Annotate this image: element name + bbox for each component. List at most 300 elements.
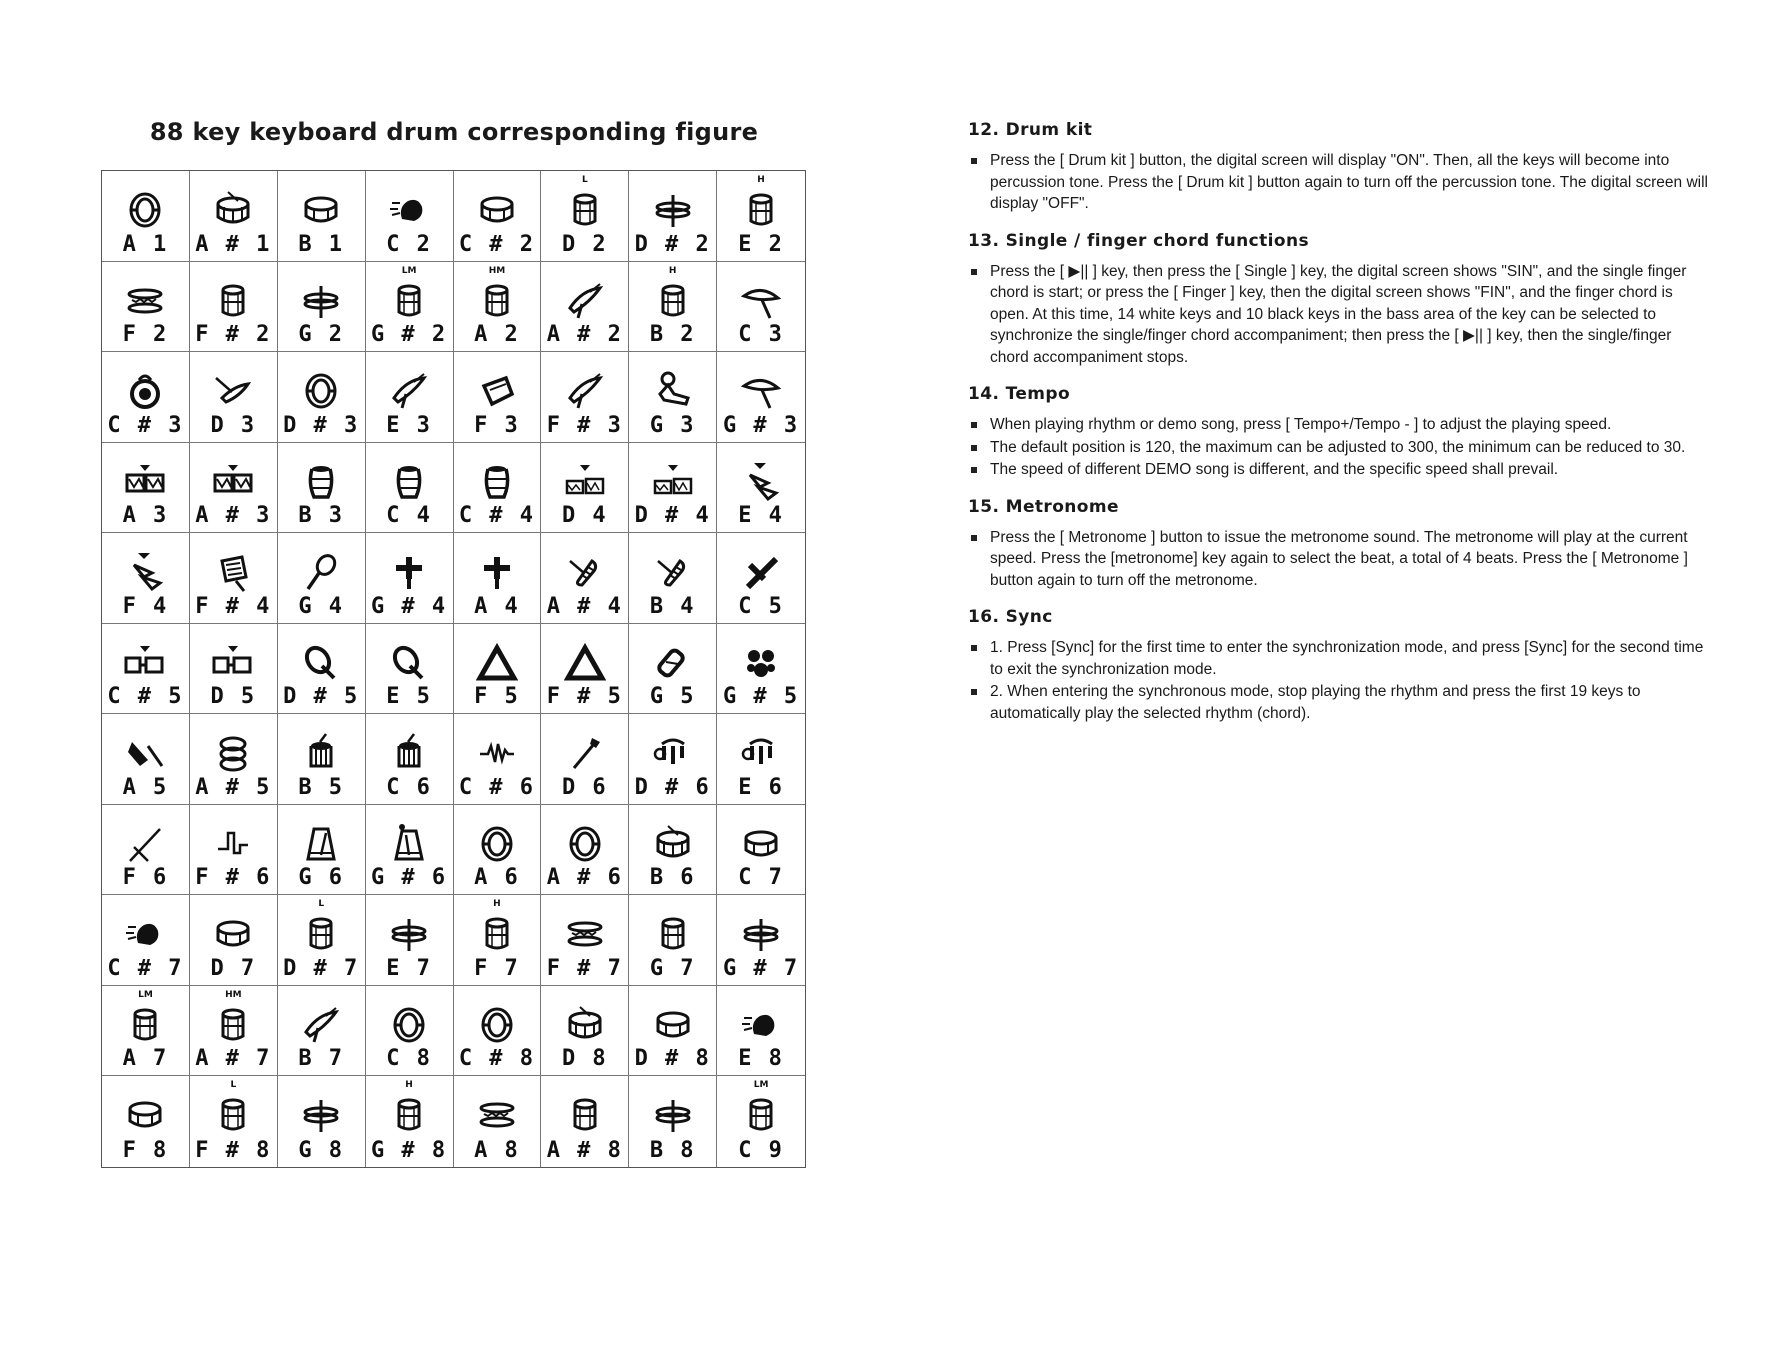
drum-key-cell xyxy=(190,171,278,262)
key-note-label: A 7 xyxy=(122,1046,169,1072)
castanets-icon xyxy=(212,732,254,774)
drum-key-cell xyxy=(190,352,278,443)
drum-key-cell xyxy=(278,624,366,715)
drum-key-cell xyxy=(102,986,190,1077)
tone-range-mark xyxy=(278,537,365,547)
wind-chime-icon xyxy=(740,732,782,774)
key-note-label: G # 4 xyxy=(370,593,448,619)
surdo-icon xyxy=(388,732,430,774)
drum-key-cell xyxy=(366,805,454,896)
section-bullet-list xyxy=(968,261,1708,369)
tom-drum-icon xyxy=(388,280,430,322)
tone-range-mark xyxy=(366,718,453,728)
tone-range-mark xyxy=(541,537,628,547)
wood-block-icon xyxy=(212,642,254,684)
metronome-icon xyxy=(300,823,342,865)
section-bullet-list xyxy=(968,150,1708,215)
drum-key-cell xyxy=(541,171,629,262)
drum-key-cell xyxy=(717,352,805,443)
key-note-label: B 6 xyxy=(649,865,696,891)
key-note-label: A 4 xyxy=(474,593,520,619)
key-note-label: D # 5 xyxy=(283,684,360,710)
tone-range-mark xyxy=(629,356,716,366)
tone-range-mark xyxy=(102,356,189,366)
drum-key-cell xyxy=(541,805,629,896)
manual-section xyxy=(968,384,1708,481)
tone-range-mark xyxy=(717,537,805,547)
tone-range-mark xyxy=(629,628,716,638)
key-note-label: B 1 xyxy=(298,231,345,257)
key-note-label: D # 3 xyxy=(283,412,360,438)
tone-range-mark xyxy=(717,809,805,819)
key-note-label: F # 5 xyxy=(546,684,623,710)
key-note-label: D 3 xyxy=(210,412,257,438)
cabasa-icon xyxy=(212,551,254,593)
key-note-label: D 7 xyxy=(210,955,257,981)
crash-cymbal-icon xyxy=(388,370,430,412)
tone-range-mark: LM xyxy=(401,265,417,276)
ride-cymbal-icon xyxy=(740,280,782,322)
cuica-icon xyxy=(300,642,342,684)
tone-range-mark xyxy=(102,628,189,638)
drum-key-cell xyxy=(629,805,717,896)
drum-key-cell xyxy=(366,714,454,805)
tone-range-mark xyxy=(190,809,277,819)
key-note-label: F 4 xyxy=(122,593,169,619)
bullet-item: The speed of different DEMO song is different, and the specific speed shall prevail. xyxy=(968,459,1708,481)
tom-drum-icon xyxy=(652,280,694,322)
section-heading: 12. Drum kit xyxy=(968,120,1093,140)
tone-range-mark xyxy=(278,718,365,728)
tone-range-mark: HM xyxy=(225,989,242,1000)
hand-clap-icon xyxy=(124,913,166,955)
tone-range-mark xyxy=(541,809,628,819)
drum-key-cell xyxy=(717,714,805,805)
timbale-icon xyxy=(652,461,694,503)
key-note-label: F # 7 xyxy=(546,955,623,981)
drum-stick-icon xyxy=(564,732,606,774)
key-note-label: A 6 xyxy=(474,865,520,891)
tom-drum-icon xyxy=(740,1094,782,1136)
drum-key-cell xyxy=(278,1076,366,1167)
bass-drum-icon xyxy=(124,189,166,231)
tone-range-mark xyxy=(717,990,805,1000)
tone-range-mark xyxy=(541,899,628,909)
cowbell-icon xyxy=(476,370,518,412)
key-note-label: C 7 xyxy=(738,865,784,891)
drum-key-cell xyxy=(629,262,717,353)
section-heading: 13. Single / finger chord functions xyxy=(968,230,1309,251)
drum-key-cell xyxy=(190,624,278,715)
drum-key-cell xyxy=(717,443,805,534)
drum-icon xyxy=(740,823,782,865)
drum-key-cell xyxy=(278,805,366,896)
key-note-label: E 8 xyxy=(738,1046,784,1072)
tone-range-mark xyxy=(454,628,541,638)
key-note-label: A # 6 xyxy=(546,865,623,891)
bongo-icon xyxy=(124,461,166,503)
key-note-label: F 8 xyxy=(122,1138,169,1163)
drum-key-cell xyxy=(366,262,454,353)
key-note-label: B 2 xyxy=(649,322,696,348)
key-note-label: C 6 xyxy=(386,774,432,800)
tone-range-mark xyxy=(454,1080,541,1090)
claves-icon xyxy=(740,551,782,593)
drum-key-cell xyxy=(278,171,366,262)
drum-key-cell xyxy=(102,714,190,805)
drum-key-cell xyxy=(366,1076,454,1167)
drum-key-cell xyxy=(190,1076,278,1167)
drum-key-cell xyxy=(717,895,805,986)
key-note-label: D # 2 xyxy=(634,231,711,257)
key-note-label: A # 3 xyxy=(195,503,272,529)
triangle-icon xyxy=(564,642,606,684)
hihat-icon xyxy=(388,913,430,955)
drum-key-cell xyxy=(454,171,542,262)
drum-key-cell xyxy=(454,1076,542,1167)
key-note-label: C 4 xyxy=(386,503,432,529)
drum-key-cell xyxy=(102,1076,190,1167)
drum-key-cell xyxy=(629,624,717,715)
drum-key-cell xyxy=(454,805,542,896)
drum-key-cell xyxy=(717,986,805,1077)
hihat-open-icon xyxy=(564,913,606,955)
key-note-label: C 2 xyxy=(386,231,432,257)
key-note-label: F # 6 xyxy=(195,865,272,891)
tone-range-mark xyxy=(190,718,277,728)
drum-key-cell xyxy=(366,624,454,715)
drum-figure-title: 88 key keyboard drum corresponding figure xyxy=(149,118,759,146)
manual-section xyxy=(968,120,1708,215)
tone-range-mark xyxy=(102,899,189,909)
key-note-label: F 5 xyxy=(474,684,520,710)
key-note-label: E 3 xyxy=(386,412,432,438)
key-note-label: A 3 xyxy=(122,503,169,529)
hihat-icon xyxy=(300,280,342,322)
metronome-bell-icon xyxy=(388,823,430,865)
key-note-label: A 5 xyxy=(122,774,169,800)
drum-key-cell xyxy=(629,1076,717,1167)
key-note-label: G 4 xyxy=(298,593,345,619)
key-note-label: F 6 xyxy=(122,865,169,891)
tone-range-mark xyxy=(629,537,716,547)
bullet-item: The default position is 120, the maximum can be adjusted to 300, the minimum can be reduced to 30. xyxy=(968,437,1708,459)
key-note-label: C # 8 xyxy=(458,1046,536,1072)
section-bullet-list xyxy=(968,414,1708,481)
key-note-label: D 8 xyxy=(561,1046,608,1072)
tone-range-mark xyxy=(190,628,277,638)
cuica-icon xyxy=(388,642,430,684)
drum-key-cell xyxy=(717,262,805,353)
key-note-label: G 8 xyxy=(298,1138,345,1163)
key-note-label: E 2 xyxy=(738,231,784,257)
tone-range-mark xyxy=(454,990,541,1000)
tone-range-mark xyxy=(717,266,805,276)
bass-drum-icon xyxy=(388,1004,430,1046)
tom-drum-icon xyxy=(124,1004,166,1046)
drum-key-cell xyxy=(278,352,366,443)
drum-key-cell xyxy=(190,986,278,1077)
tone-range-mark xyxy=(366,537,453,547)
key-note-label: B 3 xyxy=(298,503,345,529)
tone-range-mark xyxy=(454,718,541,728)
drum-key-cell xyxy=(278,986,366,1077)
hihat-icon xyxy=(300,1094,342,1136)
key-note-label: C 8 xyxy=(386,1046,432,1072)
tone-range-mark xyxy=(366,809,453,819)
drum-key-cell xyxy=(366,533,454,624)
tone-range-mark xyxy=(102,447,189,457)
tone-range-mark xyxy=(629,1080,716,1090)
section-bullet-list xyxy=(968,637,1708,724)
tone-range-mark xyxy=(366,356,453,366)
drum-key-cell xyxy=(190,262,278,353)
drum-key-cell xyxy=(454,533,542,624)
key-note-label: C # 6 xyxy=(458,774,536,800)
tom-drum-icon xyxy=(212,1004,254,1046)
tom-drum-icon xyxy=(476,913,518,955)
tone-range-mark xyxy=(278,447,365,457)
drum-key-cell xyxy=(102,262,190,353)
drum-key-cell xyxy=(541,443,629,534)
snare-drum-icon xyxy=(652,823,694,865)
key-note-label: C 5 xyxy=(738,593,784,619)
tone-range-mark xyxy=(102,175,189,185)
key-note-label: A # 8 xyxy=(546,1138,623,1163)
whistle-icon xyxy=(388,551,430,593)
ride-cymbal-icon xyxy=(740,370,782,412)
tone-range-mark: H xyxy=(757,175,765,185)
tone-range-mark xyxy=(629,447,716,457)
drum-key-cell xyxy=(102,443,190,534)
tone-range-mark xyxy=(454,447,541,457)
tone-range-mark xyxy=(366,899,453,909)
drum-key-cell xyxy=(629,986,717,1077)
tone-range-mark xyxy=(454,809,541,819)
drum-key-cell xyxy=(278,443,366,534)
key-note-label: A 2 xyxy=(474,322,520,348)
hihat-open-icon xyxy=(124,280,166,322)
tom-drum-icon xyxy=(212,1094,254,1136)
tone-range-mark xyxy=(190,447,277,457)
tone-range-mark: H xyxy=(668,265,677,276)
tone-range-mark: L xyxy=(581,175,588,185)
tom-drum-icon xyxy=(476,280,518,322)
tom-drum-icon xyxy=(564,189,606,231)
guiro-icon xyxy=(652,551,694,593)
tone-range-mark: L xyxy=(318,899,325,910)
sticks-icon xyxy=(124,823,166,865)
timbale-icon xyxy=(564,461,606,503)
tambourine-icon xyxy=(124,370,166,412)
drum-key-cell xyxy=(629,533,717,624)
tone-range-mark xyxy=(190,537,277,547)
key-note-label: C 3 xyxy=(738,322,784,348)
tone-range-mark xyxy=(541,990,628,1000)
drum-icon xyxy=(652,1004,694,1046)
key-note-label: F 2 xyxy=(122,322,169,348)
key-note-label: F # 4 xyxy=(195,593,272,619)
key-note-label: F 7 xyxy=(474,955,520,981)
tone-range-mark xyxy=(454,175,541,185)
tone-range-mark xyxy=(717,356,805,366)
key-note-label: F # 2 xyxy=(195,322,272,348)
surdo-icon xyxy=(300,732,342,774)
drum-key-cell xyxy=(629,895,717,986)
key-note-label: G 5 xyxy=(649,684,696,710)
key-note-label: E 6 xyxy=(738,774,784,800)
tone-range-mark xyxy=(278,356,365,366)
bullet-item: Press the [ ▶|| ] key, then press the [ Single ] key, the digital screen shows "SIN", and the single finger chord is start; or press the [ Finger ] key, then the digital screen shows "FIN", and the finger chord is open. At this time, 14 white keys and 10 black keys in the bass area of the key can be selected to synchronize the single/finger chord accompaniment; then press the [ ▶|| ] key, then the single/finger chord accompaniment stops. xyxy=(968,261,1708,369)
snare-drum-icon xyxy=(212,189,254,231)
key-note-label: C # 7 xyxy=(107,955,184,981)
drum-key-cell xyxy=(190,533,278,624)
key-note-label: C 9 xyxy=(738,1138,784,1163)
drum-key-cell xyxy=(102,533,190,624)
key-note-label: D # 6 xyxy=(634,774,711,800)
drum-key-cell xyxy=(102,624,190,715)
key-note-label: G # 6 xyxy=(370,865,448,891)
tone-range-mark xyxy=(190,266,277,276)
whistle-icon xyxy=(476,551,518,593)
hihat-icon xyxy=(652,1094,694,1136)
key-note-label: G # 3 xyxy=(722,412,800,438)
key-note-label: G # 7 xyxy=(722,955,800,981)
key-note-label: G # 8 xyxy=(370,1138,448,1163)
tone-range-mark: H xyxy=(405,1080,413,1091)
tone-range-mark xyxy=(366,628,453,638)
drum-key-cell xyxy=(278,895,366,986)
tone-range-mark xyxy=(717,447,805,457)
drum-key-cell xyxy=(717,805,805,896)
tone-range-mark xyxy=(541,447,628,457)
tone-range-mark xyxy=(541,1080,628,1090)
key-note-label: E 4 xyxy=(738,503,784,529)
tone-range-mark xyxy=(102,718,189,728)
tone-range-mark xyxy=(278,266,365,276)
tom-drum-icon xyxy=(300,913,342,955)
key-note-label: D # 8 xyxy=(634,1046,711,1072)
tone-range-mark xyxy=(454,537,541,547)
drum-key-cell xyxy=(454,262,542,353)
drum-key-cell xyxy=(454,714,542,805)
tone-range-mark xyxy=(102,537,189,547)
bullet-item: 2. When entering the synchronous mode, stop playing the rhythm and press the first 19 keys to automatically play the selected rhythm (chord). xyxy=(968,681,1708,724)
hand-clap-icon xyxy=(388,189,430,231)
tone-range-mark xyxy=(717,628,805,638)
key-note-label: F # 3 xyxy=(546,412,623,438)
tone-range-mark xyxy=(278,628,365,638)
tom-drum-icon xyxy=(740,189,782,231)
hihat-icon xyxy=(652,189,694,231)
drum-key-cell xyxy=(190,714,278,805)
drum-key-cell xyxy=(278,714,366,805)
triangle-icon xyxy=(476,642,518,684)
tone-range-mark xyxy=(541,628,628,638)
tone-range-mark xyxy=(366,447,453,457)
drum-key-cell xyxy=(102,171,190,262)
key-note-label: F # 8 xyxy=(195,1138,272,1163)
key-note-label: A # 2 xyxy=(546,322,623,348)
section-heading: 14. Tempo xyxy=(968,384,1071,404)
drum-key-cell xyxy=(190,443,278,534)
bass-drum-icon xyxy=(564,823,606,865)
manual-section xyxy=(968,607,1708,724)
drum-key-cell xyxy=(717,171,805,262)
manual-section xyxy=(968,231,1708,369)
drum-key-cell xyxy=(541,533,629,624)
key-note-label: G # 5 xyxy=(722,684,800,710)
conga-icon xyxy=(476,461,518,503)
section-heading: 16. Sync xyxy=(968,607,1053,627)
conga-icon xyxy=(300,461,342,503)
hand-clap-icon xyxy=(740,1004,782,1046)
drum-key-cell xyxy=(454,624,542,715)
tone-range-mark xyxy=(102,1080,189,1090)
drum-key-cell xyxy=(454,352,542,443)
section-bullet-list xyxy=(968,527,1708,592)
bongo-icon xyxy=(212,461,254,503)
tom-drum-icon xyxy=(652,913,694,955)
drum-key-cell xyxy=(717,1076,805,1167)
key-note-label: D # 7 xyxy=(283,955,360,981)
agogo-icon xyxy=(124,551,166,593)
drum-icon xyxy=(300,189,342,231)
snare-drum-icon xyxy=(564,1004,606,1046)
tom-drum-icon xyxy=(212,280,254,322)
drum-key-cell xyxy=(190,805,278,896)
crash-cymbal-icon xyxy=(300,1004,342,1046)
key-note-label: E 5 xyxy=(386,684,432,710)
noise-icon xyxy=(476,732,518,774)
tone-range-mark xyxy=(629,899,716,909)
key-note-label: B 8 xyxy=(649,1138,696,1163)
manual-instructions xyxy=(968,120,1708,740)
tone-range-mark: HM xyxy=(488,265,506,276)
key-note-label: G # 2 xyxy=(370,322,448,348)
key-note-label: G 2 xyxy=(298,322,345,348)
tone-range-mark: LM xyxy=(753,1080,769,1091)
key-note-label: A # 1 xyxy=(195,231,272,257)
drum-key-grid xyxy=(101,170,806,1168)
key-note-label: G 7 xyxy=(649,955,696,981)
key-note-label: A # 5 xyxy=(195,774,272,800)
wind-chime-icon xyxy=(652,732,694,774)
drum-key-cell xyxy=(629,352,717,443)
jingle-bell-icon xyxy=(740,642,782,684)
drum-key-cell xyxy=(717,624,805,715)
key-note-label: A # 4 xyxy=(546,593,623,619)
splash-cymbal-icon xyxy=(212,370,254,412)
drum-key-cell xyxy=(454,895,542,986)
drum-key-cell xyxy=(541,986,629,1077)
tone-range-mark xyxy=(629,718,716,728)
tone-range-mark xyxy=(717,899,805,909)
bullet-item: 1. Press [Sync] for the first time to enter the synchronization mode, and press [Sync] for the second time to exit the synchronization mode. xyxy=(968,637,1708,680)
drum-key-cell xyxy=(541,352,629,443)
drum-key-cell xyxy=(717,533,805,624)
tone-range-mark xyxy=(190,899,277,909)
drum-key-cell xyxy=(366,352,454,443)
bullet-item: Press the [ Drum kit ] button, the digital screen will display "ON". Then, all the keys will become into percussion tone. Press the [ Drum kit ] button again to turn off the percussion tone. The digital screen will display "OFF". xyxy=(968,150,1708,215)
tone-range-mark xyxy=(278,1080,365,1090)
drum-key-cell xyxy=(629,714,717,805)
tone-range-mark xyxy=(717,718,805,728)
key-note-label: A # 7 xyxy=(195,1046,272,1072)
key-note-label: D 2 xyxy=(561,231,608,257)
tone-range-mark xyxy=(629,175,716,185)
drum-key-cell xyxy=(541,714,629,805)
